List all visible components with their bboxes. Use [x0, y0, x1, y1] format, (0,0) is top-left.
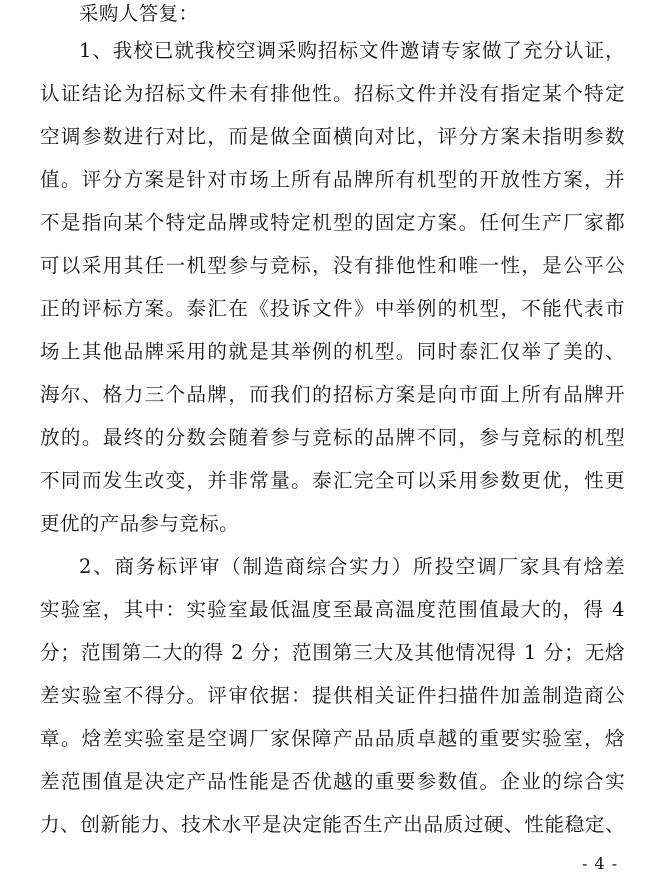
- paragraph-line: 放的。最终的分数会随着参与竞标的品牌不同，参与竞标的机型: [40, 426, 625, 449]
- paragraph-line: 力、创新能力、技术水平是决定能否生产出品质过硬、性能稳定、: [40, 813, 625, 836]
- paragraph-line: 海尔、格力三个品牌，而我们的招标方案是向市面上所有品牌开: [40, 383, 625, 406]
- paragraph-line: 章。焓差实验室是空调厂家保障产品品质卓越的重要实验室，焓: [40, 727, 625, 750]
- paragraph-line: 不同而发生改变，并非常量。泰汇完全可以采用参数更优，性更: [40, 469, 625, 492]
- paragraph-line: 可以采用其任一机型参与竞标，没有排他性和唯一性，是公平公: [40, 254, 625, 277]
- paragraph-line: 空调参数进行对比，而是做全面横向对比，评分方案未指明参数: [40, 125, 625, 148]
- page-number: - 4 -: [582, 854, 619, 873]
- paragraph-line: 正的评标方案。泰汇在《投诉文件》中举例的机型，不能代表市: [40, 297, 625, 320]
- paragraph-line: 实验室，其中：实验室最低温度至最高温度范围值最大的，得 4: [40, 598, 625, 621]
- paragraph-line: 分；范围第二大的得 2 分；范围第三大及其他情况得 1 分；无焓: [40, 641, 625, 664]
- paragraph-line: 场上其他品牌采用的就是其举例的机型。同时泰汇仅举了美的、: [40, 340, 625, 363]
- paragraph-line: 不是指向某个特定品牌或特定机型的固定方案。任何生产厂家都: [40, 211, 625, 234]
- paragraph-line: 差实验室不得分。评审依据：提供相关证件扫描件加盖制造商公: [40, 684, 625, 707]
- reply-heading: 采购人答复：: [79, 2, 199, 25]
- paragraph-line: 2、商务标评审（制造商综合实力）所投空调厂家具有焓差: [79, 555, 625, 578]
- paragraph-line: 认证结论为招标文件未有排他性。招标文件并没有指定某个特定: [40, 82, 625, 105]
- paragraph-line: 值。评分方案是针对市场上所有品牌所有机型的开放性方案，并: [40, 168, 625, 191]
- paragraph-line: 1、我校已就我校空调采购招标文件邀请专家做了充分认证，: [79, 39, 625, 62]
- paragraph-line: 更优的产品参与竞标。: [40, 512, 240, 535]
- paragraph-line: 差范围值是决定产品性能是否优越的重要参数值。企业的综合实: [40, 770, 625, 793]
